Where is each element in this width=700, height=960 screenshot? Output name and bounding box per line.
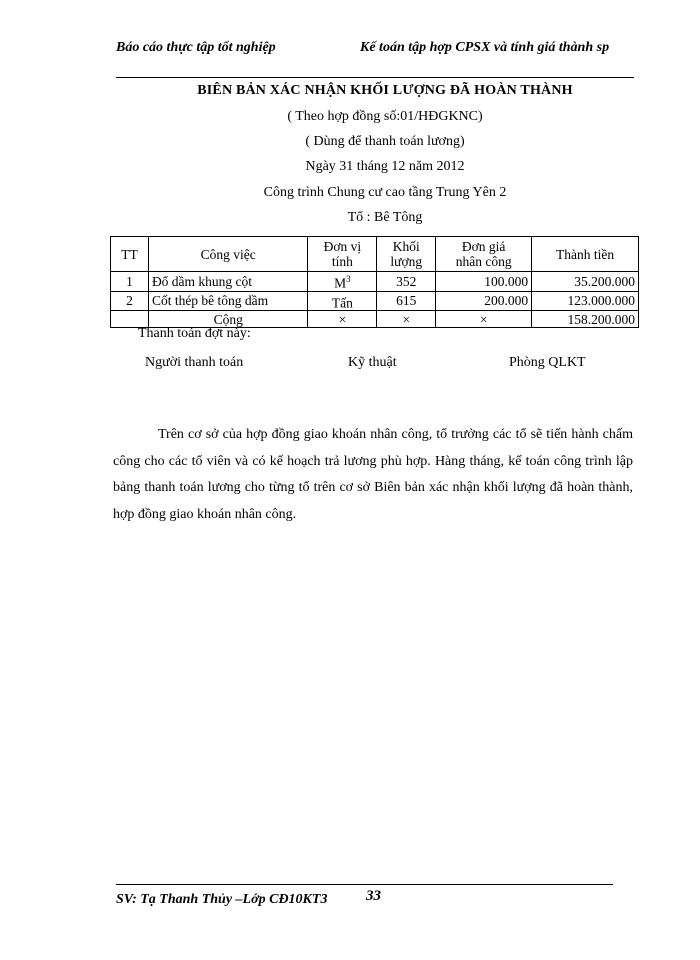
total-tt-empty — [111, 311, 149, 328]
team-name: Tổ : Bê Tông — [347, 210, 423, 225]
footer-student-info: SV: Tạ Thanh Thủy –Lớp CĐ10KT3 — [116, 892, 328, 907]
row-job: Đổ dầm khung cột — [148, 272, 308, 292]
row-unit-base: M — [334, 275, 347, 291]
row-quantity: 615 — [377, 291, 436, 311]
document-date: Ngày 31 tháng 12 năm 2012 — [305, 159, 465, 174]
work-volume-table — [110, 236, 639, 328]
signature-technical: Kỹ thuật — [348, 355, 397, 370]
header-unit-price — [436, 237, 532, 272]
header-unit-line1: Đơn vị — [323, 239, 362, 254]
payment-note: Thanh toán đợt này: — [138, 326, 251, 341]
table-header-row — [111, 237, 639, 272]
row-amount: 35.200.000 — [532, 272, 639, 292]
table-total-row — [111, 311, 639, 328]
total-quantity: × — [377, 311, 436, 328]
header-quantity — [377, 237, 436, 272]
signature-department: Phòng QLKT — [509, 355, 586, 370]
header-report-title: Báo cáo thực tập tốt nghiệp — [116, 40, 276, 55]
header-unit-price-line1: Đơn giá — [461, 239, 506, 254]
total-label: Cộng — [148, 311, 308, 328]
table-row — [111, 291, 639, 311]
page-number: 33 — [366, 888, 381, 904]
row-unit — [308, 272, 377, 292]
document-title: BIÊN BẢN XÁC NHẬN KHỐI LƯỢNG ĐÃ HOÀN THÀNH — [197, 83, 573, 98]
row-tt: 1 — [111, 272, 149, 292]
header-topic-title: Kế toán tập hợp CPSX và tính giá thành sp — [360, 40, 610, 55]
header-rule — [116, 77, 634, 78]
row-job: Cốt thép bê tông dầm — [148, 291, 308, 311]
footer-rule — [116, 884, 613, 885]
row-tt: 2 — [111, 291, 149, 311]
header-unit-line2: tính — [331, 254, 353, 269]
table-row — [111, 272, 639, 292]
row-unit-price: 100.000 — [436, 272, 532, 292]
row-unit-base: Tấn — [331, 295, 353, 310]
project-name: Công trình Chung cư cao tầng Trung Yên 2 — [263, 185, 507, 200]
header-unit-price-line2: nhân công — [455, 254, 512, 269]
total-unit-price: × — [436, 311, 532, 328]
row-quantity: 352 — [377, 272, 436, 292]
document-purpose: ( Dùng để thanh toán lương) — [305, 134, 465, 149]
header-job: Công việc — [148, 237, 308, 272]
header-unit — [308, 237, 377, 272]
header-tt: TT — [111, 237, 149, 272]
row-unit — [308, 291, 377, 311]
signature-payer: Người thanh toán — [145, 355, 244, 370]
total-unit: × — [308, 311, 377, 328]
header-amount: Thành tiền — [532, 237, 639, 272]
row-unit-price: 200.000 — [436, 291, 532, 311]
body-paragraph: Trên cơ sở của hợp đồng giao khoán nhân công, tổ trưởng các tổ sẽ tiến hành chấm công cho các tổ viên và có kế hoạch trả lương phù hợp. Hàng tháng, kế toán công trình lập bảng thanh toán lương cho từng tổ trên cơ sở Biên bản xác nhận khối lượng đã hoàn thành, hợp đồng giao khoán nhân công. — [113, 427, 633, 522]
row-amount: 123.000.000 — [532, 291, 639, 311]
header-quantity-line1: Khối — [392, 239, 420, 254]
header-quantity-line2: lượng — [390, 254, 423, 269]
total-amount: 158.200.000 — [532, 311, 639, 328]
row-unit-superscript: 3 — [346, 274, 351, 284]
contract-reference: ( Theo hợp đồng số:01/HĐGKNC) — [287, 109, 483, 124]
